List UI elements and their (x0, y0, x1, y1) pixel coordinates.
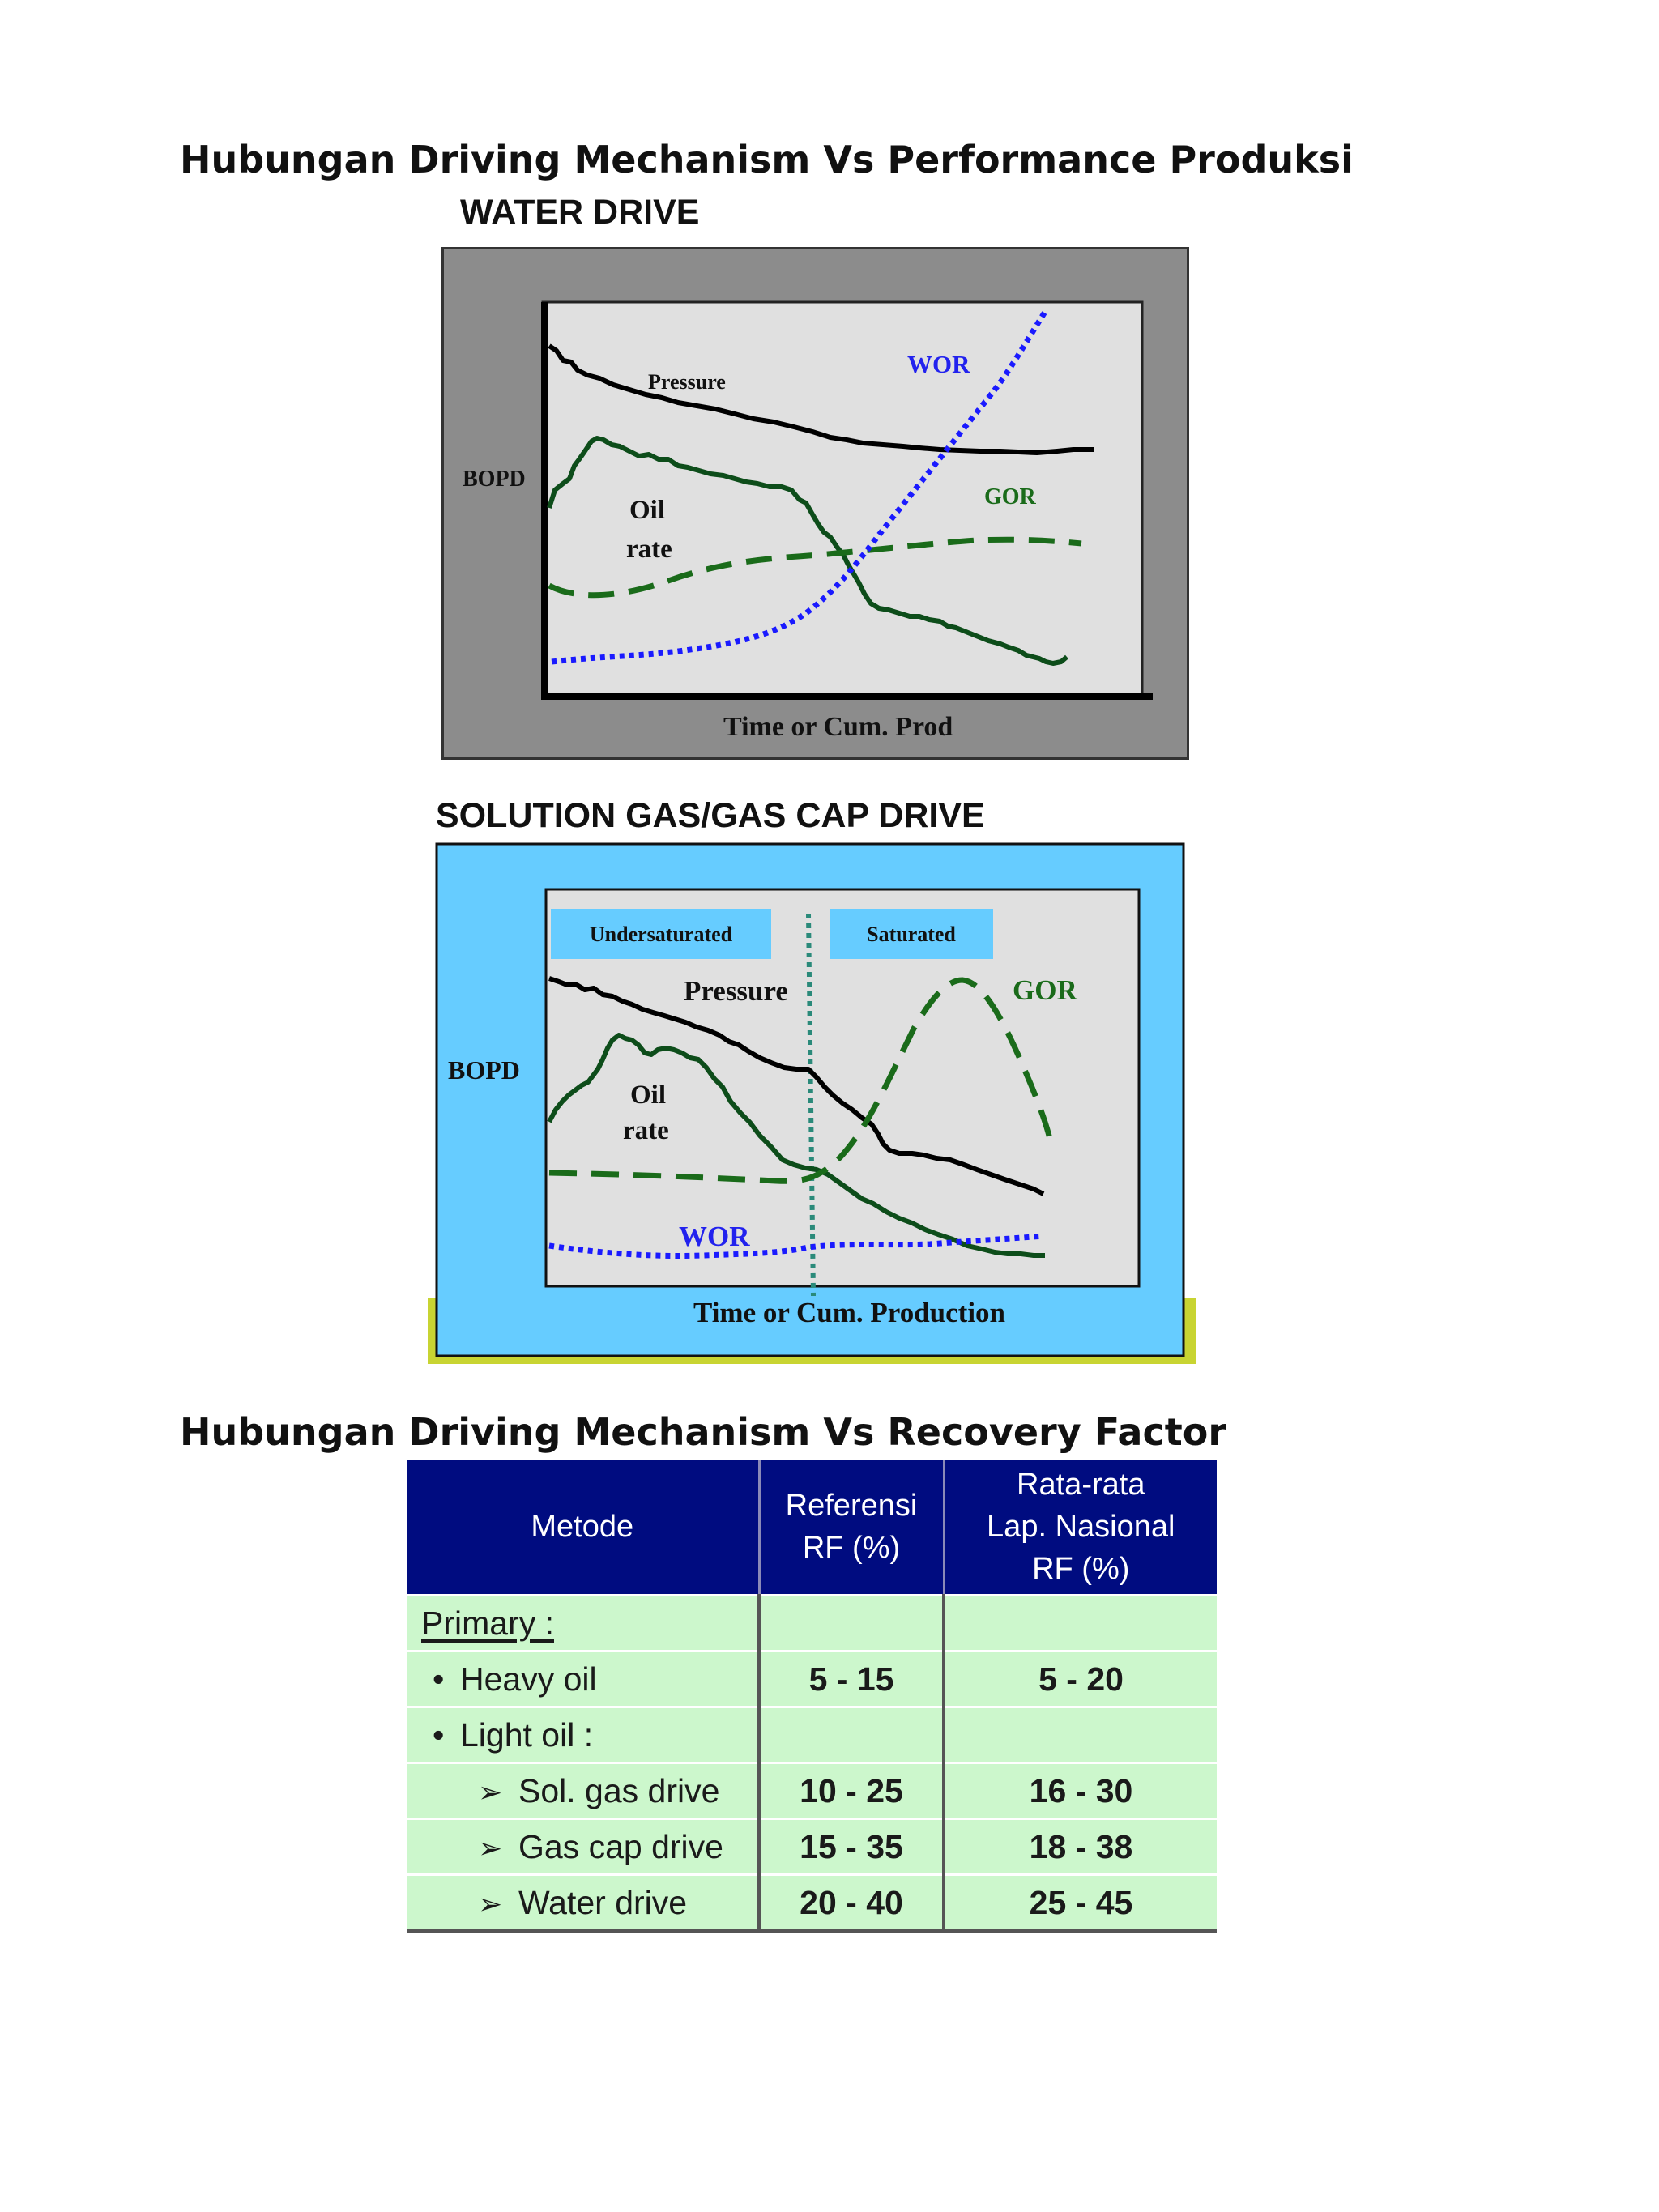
arrowhead-bullet-icon: ➢ (478, 1886, 503, 1920)
solution-gas-chart (428, 842, 1197, 1365)
water-drive-x-label: Time or Cum. Prod (723, 712, 953, 742)
row-method (407, 1819, 759, 1875)
solution-gas-oil-label: Oil (630, 1080, 667, 1110)
water-drive-wor-label: WOR (907, 350, 970, 378)
table-row (407, 1652, 1217, 1707)
row-method-text: Gas cap drive (518, 1827, 723, 1865)
water-drive-y-label: BOPD (463, 467, 526, 492)
solution-gas-x-label: Time or Cum. Production (693, 1297, 1006, 1328)
zone-undersaturated-label: Undersaturated (589, 923, 733, 946)
row-nas: 18 - 38 (944, 1819, 1217, 1875)
water-drive-rate-label: rate (626, 535, 672, 564)
table-row (407, 1707, 1217, 1763)
row-method-text: Sol. gas drive (518, 1771, 720, 1809)
solution-gas-title: SOLUTION GAS/GAS CAP DRIVE (436, 796, 985, 835)
row-nas (944, 1596, 1217, 1652)
arrowhead-bullet-icon: ➢ (478, 1831, 503, 1865)
row-ref: 5 - 15 (759, 1652, 944, 1707)
row-ref (759, 1707, 944, 1763)
table-header-row (407, 1460, 1217, 1596)
row-ref: 10 - 25 (759, 1763, 944, 1819)
header-metode-text: Metode (531, 1510, 634, 1544)
row-method (407, 1596, 759, 1652)
header-nasional-line1: Rata-rata (1017, 1468, 1145, 1502)
row-method-text: Water drive (518, 1883, 688, 1921)
row-method-text: Light oil : (460, 1715, 594, 1754)
header-nasional (944, 1460, 1217, 1596)
row-ref: 15 - 35 (759, 1819, 944, 1875)
water-drive-title: WATER DRIVE (460, 193, 700, 232)
row-nas (944, 1707, 1217, 1763)
row-method (407, 1763, 759, 1819)
table-row (407, 1596, 1217, 1652)
header-referensi (759, 1460, 944, 1596)
solution-gas-y-label: BOPD (448, 1055, 520, 1085)
row-nas: 5 - 20 (944, 1652, 1217, 1707)
row-ref: 20 - 40 (759, 1875, 944, 1932)
recovery-factor-table (407, 1460, 1217, 1933)
water-drive-pressure-label: Pressure (648, 370, 726, 394)
water-drive-gor-label: GOR (984, 484, 1036, 509)
water-drive-chart (441, 247, 1191, 761)
row-ref (759, 1596, 944, 1652)
solution-gas-pressure-label: Pressure (684, 975, 788, 1007)
header-referensi-line2: RF (%) (802, 1531, 901, 1565)
header-metode (407, 1460, 759, 1596)
header-nasional-line3: RF (%) (1032, 1552, 1130, 1586)
row-method-text: Primary : (421, 1604, 554, 1642)
solution-gas-wor-label: WOR (679, 1221, 750, 1252)
row-nas: 25 - 45 (944, 1875, 1217, 1932)
row-nas: 16 - 30 (944, 1763, 1217, 1819)
header-referensi-line1: Referensi (785, 1489, 918, 1523)
solution-gas-rate-label: rate (623, 1116, 669, 1145)
solution-gas-gor-label: GOR (1013, 974, 1077, 1006)
table-row (407, 1875, 1217, 1932)
water-drive-oil-label: Oil (629, 496, 666, 525)
heading-performance: Hubungan Driving Mechanism Vs Performance Produksi (180, 138, 1354, 181)
heading-recovery: Hubungan Driving Mechanism Vs Recovery Factor (180, 1410, 1227, 1454)
bullet-icon: • (433, 1715, 445, 1754)
row-method (407, 1707, 759, 1763)
row-method (407, 1875, 759, 1932)
header-nasional-line2: Lap. Nasional (987, 1510, 1175, 1544)
table-row (407, 1819, 1217, 1875)
row-method (407, 1652, 759, 1707)
table-row (407, 1763, 1217, 1819)
arrowhead-bullet-icon: ➢ (478, 1775, 503, 1809)
row-method-text: Heavy oil (460, 1660, 597, 1698)
zone-saturated-label: Saturated (867, 923, 956, 946)
bullet-icon: • (433, 1660, 445, 1698)
